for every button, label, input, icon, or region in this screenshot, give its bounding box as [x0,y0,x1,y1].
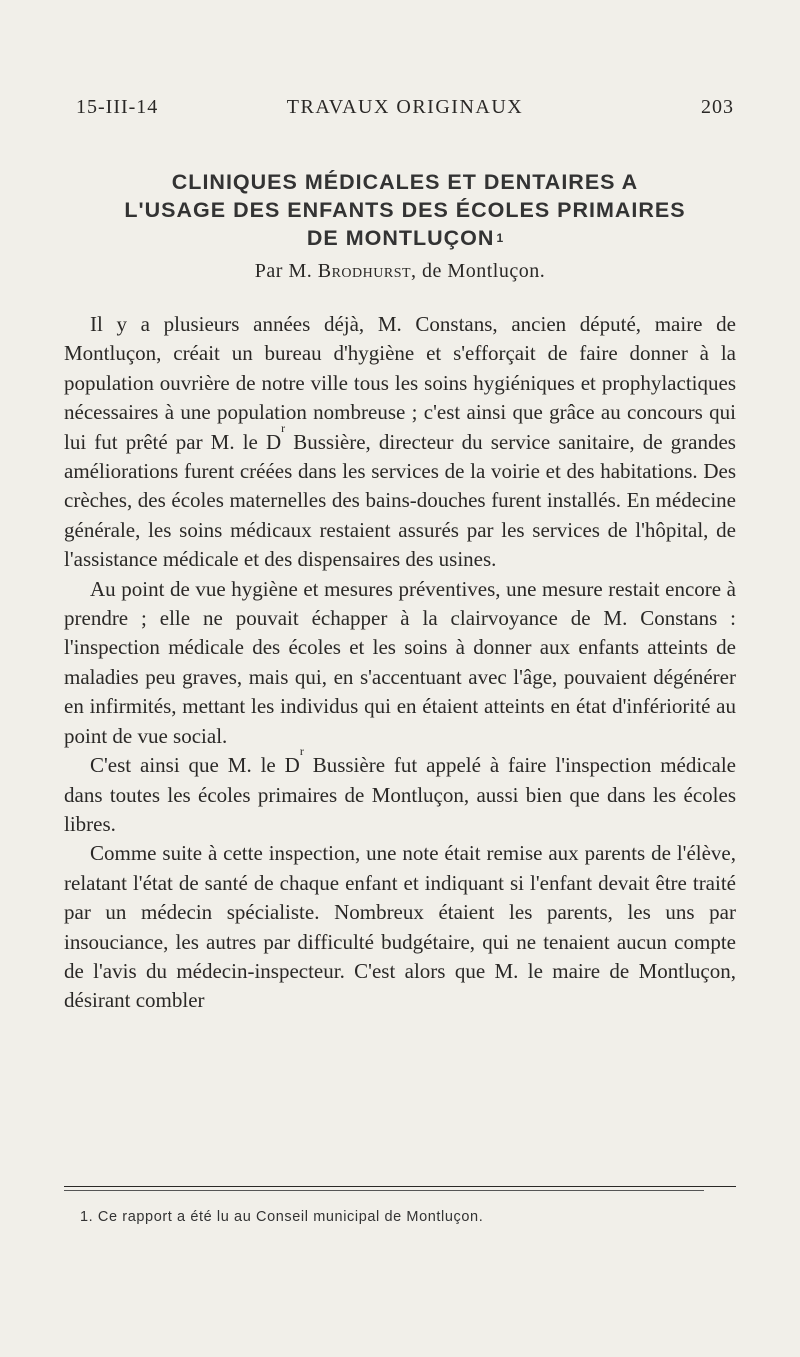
title-line-1: CLINIQUES MÉDICALES ET DENTAIRES A [171,170,639,194]
paragraph-3-superscript: r [299,744,304,759]
author-name: Brodhurst [317,260,412,282]
title-line-3-text: DE MONTLUÇON [306,226,495,250]
paragraph-2: Au point de vue hygiène et mesures préventives, une mesure restait encore à prendre ; elle ne pouvait échapper à la clairvoyance de M. Constans : l'inspection médicale des écoles et les soins à donner aux enfants atteints de maladies peu graves, mais qui, en s'accentuant avec l'âge, pouvaient dégénérer en infirmités, mettant les individus qui en étaient atteints en état d'infériorité au point de vue social. [64,576,736,748]
paragraph-3-text-b: Bussière fut appelé à faire l'inspection médicale dans toutes les écoles primaires de Montluçon, aussi bien que dans les écoles libres. [64,753,736,836]
footnote-divider-thin [64,1190,704,1191]
paragraph-4: Comme suite à cette inspection, une note était remise aux parents de l'élève, relatant l'état de santé de chaque enfant et indiquant si l'enfant devait être traité par un médecin spécialiste. Nombreux étaient les parents, les uns par insouciance, les autres par difficulté budgétaire, qui ne tenaient aucun compte de l'avis du médecin-inspecteur. C'est alors que M. le maire de Montluçon, désirant combler [64,841,736,1013]
byline-suffix: , de Montluçon. [411,260,546,282]
title-line-3 [40,224,770,252]
byline [64,260,736,283]
footnote-divider [64,1186,736,1187]
paragraph-1-text-b: Bussière, directeur du service sanitaire, de grandes améliorations furent créées dans les services de la voirie et des habitations. Des crèches, des écoles maternelles des bains-douches furent installés. En médecine générale, les soins médicaux restaient assurés par les services de l'hôpital, de l'assistance médicale et des dispensaires des usines. [64,429,736,572]
paragraph-3 [64,744,736,839]
paragraph-1-superscript: r [281,420,286,435]
article-body [64,310,736,1016]
issue-date: 15-III-14 [76,96,159,118]
paragraph-1 [64,310,736,575]
article-title [40,168,770,252]
byline-prefix: Par M. [254,260,313,282]
title-line-2: L'USAGE DES ENFANTS DES ÉCOLES PRIMAIRES [124,198,686,222]
section-title: TRAVAUX ORIGINAUX [286,96,524,118]
footnote: 1. Ce rapport a été lu au Conseil municipal de Montluçon. [80,1209,484,1225]
paragraph-3-text-a: C'est ainsi que M. le D [90,753,300,778]
title-footnote-marker: 1 [496,231,504,245]
paragraph-1-text-a: Il y a plusieurs années déjà, M. Constans, ancien député, maire de Montluçon, créait un bureau d'hygiène et s'efforçait de faire donner à la population ouvrière de notre ville tous les soins hygiéniques et prophylactiques nécessaires à une population nombreuse ; c'est ainsi que grâce au concours qui lui fut prêté par M. le D [64,312,736,454]
page-number: 203 [701,96,734,118]
